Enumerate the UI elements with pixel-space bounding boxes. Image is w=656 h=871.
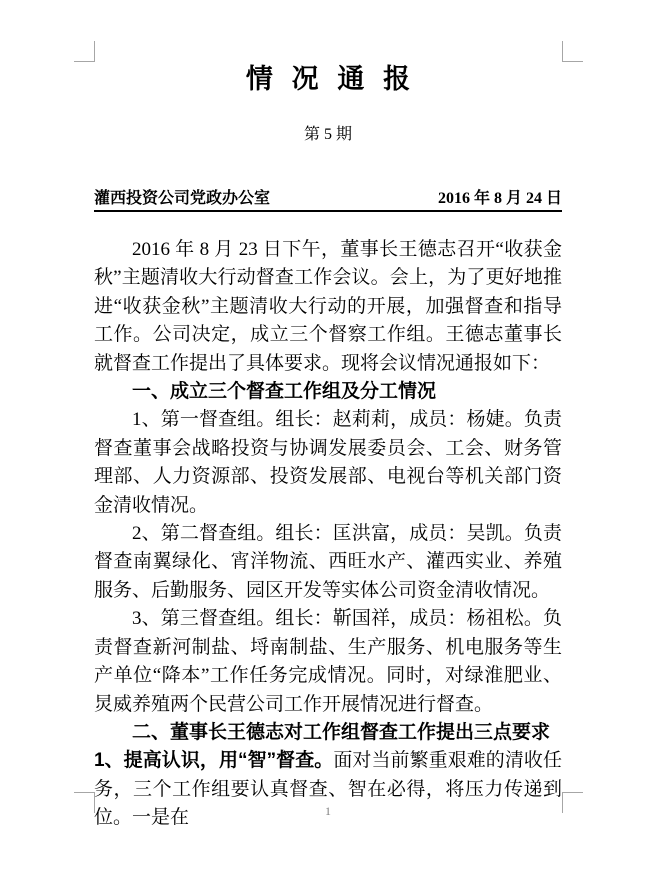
masthead-row: [94, 185, 562, 208]
issuing-org: 灌西投资公司党政办公室: [94, 190, 271, 207]
section-heading-one: 一、成立三个督查工作组及分工情况: [132, 381, 437, 403]
paragraph-group-3: 3、第三督查组。组长：靳国祥，成员：杨祖松。负责督查新河制盐、埒南制盐、生产服务、机电服务等生产单位“降本”工作任务完成情况。同时，对绿淮肥业、炅威养殖两个民营公司工作开展情况进行督查。: [94, 608, 562, 715]
paragraph-requirement-1: [94, 747, 562, 832]
paragraph-intro: 2016 年 8 月 23 日下午，董事长王德志召开“收获金秋”主题清收大行动督查工作会议。会上，为了更好地推进“收获金秋”主题清收大行动的开展，加强督查和指导工作。公司决定，成立三个督察工作组。王德志董事长就督查工作提出了具体要求。现将会议情况通报如下：: [94, 239, 562, 374]
document-body: [94, 236, 562, 833]
paragraph-group-1: 1、第一督查组。组长：赵莉莉，成员：杨婕。负责督查董事会战略投资与协调发展委员会、工会、财务管理部、人力资源部、投资发展部、电视台等机关部门资金清收情况。: [94, 409, 562, 516]
requirement-lead: 1、提高认识，用“智”督查。: [94, 750, 334, 772]
issue-number: 第 5 期: [303, 126, 352, 143]
section-heading-two: 二、董事长王德志对工作组督查工作提出三点要求: [132, 721, 551, 743]
masthead-divider: [94, 210, 562, 212]
issue-date: 2016 年 8 月 24 日: [437, 190, 562, 207]
document-title: 情 况 通 报: [245, 64, 417, 94]
requirement-body: 面对当前繁重艰难的清收任务，三个工作组要认真督查、智在必得，将压力传递到位。一是在: [94, 750, 562, 829]
paragraph-group-2: 2、第二督查组。组长：匡洪富，成员：吴凯。负责督查南翼绿化、宵洋物流、西旺水产、灌西实业、养殖服务、后勤服务、园区开发等实体公司资金清收情况。: [94, 523, 562, 601]
page-number: 1: [325, 804, 331, 818]
